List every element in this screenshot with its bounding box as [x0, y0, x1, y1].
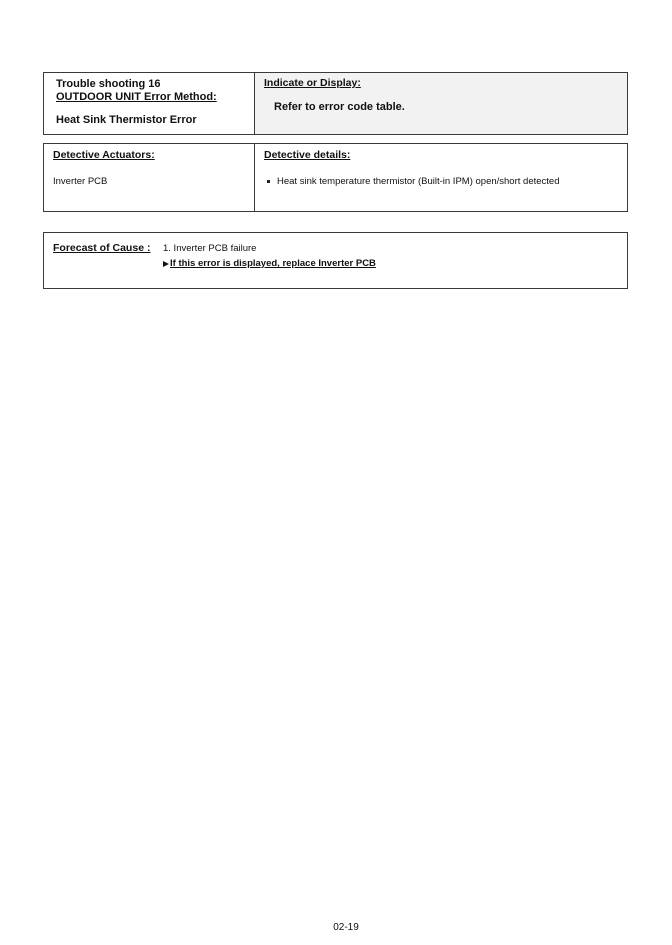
actuators-section — [43, 143, 628, 212]
header-left-cell — [44, 73, 255, 134]
indicate-value: Refer to error code table. — [274, 101, 405, 113]
error-name: Heat Sink Thermistor Error — [56, 114, 197, 126]
forecast-label: Forecast of Cause : — [53, 242, 151, 254]
error-method-subtitle: OUTDOOR UNIT Error Method: — [56, 91, 217, 103]
detail-text: Heat sink temperature thermistor (Built-in IPM) open/short detected — [277, 176, 560, 187]
indicate-label: Indicate or Display: — [264, 77, 361, 89]
trouble-shooting-title: Trouble shooting 16 — [56, 78, 161, 90]
forecast-row — [53, 242, 627, 254]
forecast-cause-1: 1. Inverter PCB failure — [163, 243, 257, 254]
forecast-section — [43, 232, 628, 289]
actuators-right-cell — [255, 144, 627, 211]
bullet-icon — [267, 180, 270, 183]
forecast-action-text: If this error is displayed, replace Inverter PCB — [170, 258, 376, 269]
detective-details-label: Detective details: — [264, 149, 351, 161]
header-section — [43, 72, 628, 135]
page-number: 02-19 — [333, 922, 359, 933]
actuators-left-cell — [44, 144, 255, 211]
detective-actuators-label: Detective Actuators: — [53, 149, 155, 161]
header-right-cell — [255, 73, 627, 134]
detective-actuators-value: Inverter PCB — [53, 176, 108, 187]
arrow-right-icon — [163, 261, 169, 267]
forecast-action — [163, 258, 627, 269]
detail-list-item — [264, 176, 627, 187]
